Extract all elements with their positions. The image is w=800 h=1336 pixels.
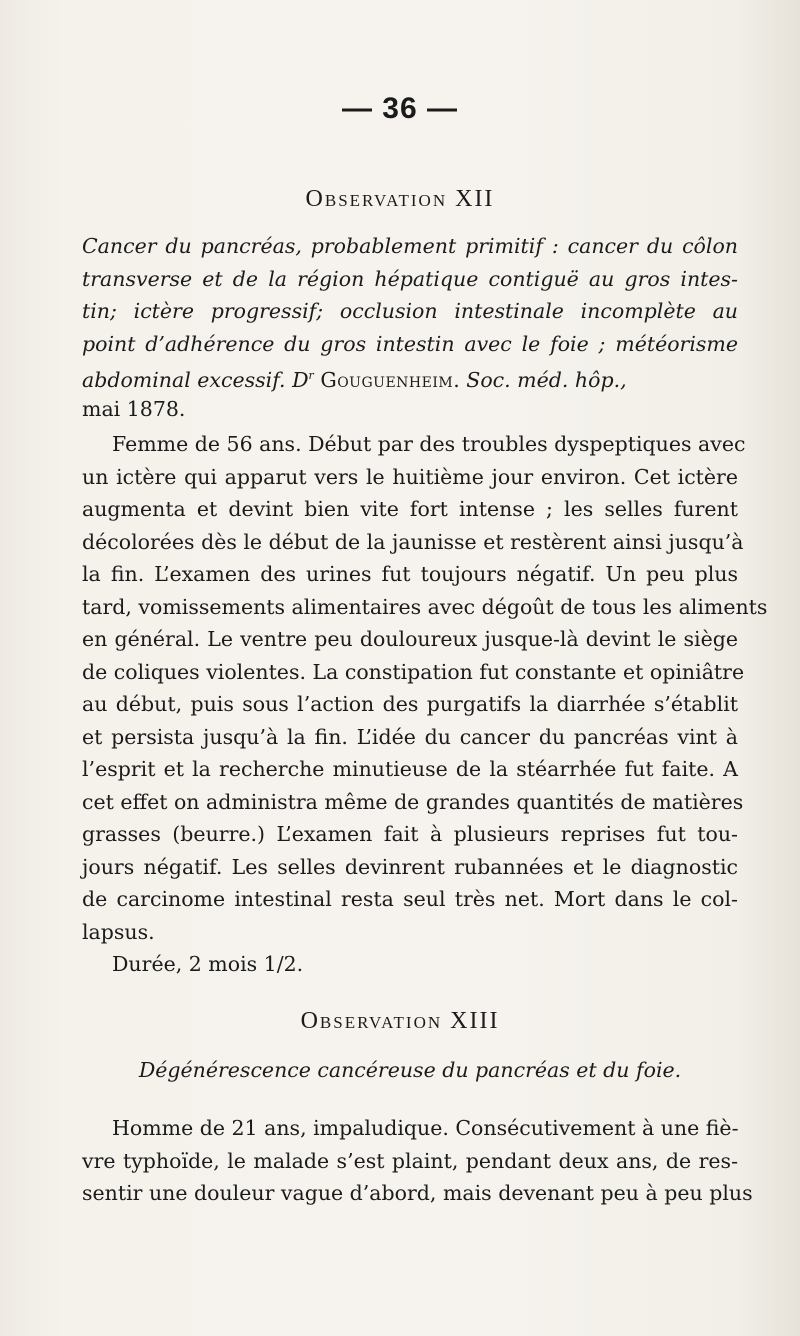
summary-line [82, 360, 738, 393]
body-line: grasses (beurre.) L’examen fait à plusieurs reprises fut tou- [82, 822, 738, 846]
body-line: Homme de 21 ans, impaludique. Consécutivement à une fiè- [112, 1116, 739, 1140]
observation-13-summary [82, 1054, 738, 1087]
body-line: au début, puis sous l’action des purgatifs la diarrhée s’établit [82, 692, 738, 716]
observation-12-body [82, 428, 768, 981]
summary-line: tin; ictère progressif; occlusion intestinale incomplète au [82, 299, 738, 323]
observation-13-body [82, 1112, 753, 1210]
body-line: Femme de 56 ans. Début par des troubles dyspeptiques avec [112, 432, 746, 456]
body-line: sentir une douleur vague d’abord, mais devenant peu à peu plus [82, 1181, 753, 1205]
body-line: tard, vomissements alimentaires avec dégoût de tous les aliments [82, 594, 768, 619]
page-number: — 36 — [341, 92, 459, 125]
body-line: vre typhoïde, le malade s’est plaint, pendant deux ans, de res- [82, 1148, 738, 1173]
summary-date: mai 1878. [82, 396, 186, 421]
body-line: la fin. L’examen des urines fut toujours négatif. Un peu plus [82, 562, 738, 586]
body-line: cet effet on administra même de grandes quantités de matières [82, 789, 744, 814]
summary-line: Cancer du pancréas, probablement primitif : cancer du côlon [82, 234, 738, 258]
body-line: jours négatif. Les selles devinrent rubannées et le diagnostic [82, 854, 738, 879]
summary-line: Dégénérescence cancéreuse du pancréas et du foie. [138, 1058, 682, 1082]
observation-13-title: Observation XIII [300, 1008, 500, 1034]
observation-12-summary [82, 230, 738, 425]
source-journal: Soc. méd. hôp., [466, 367, 627, 392]
summary-prefix: abdominal excessif. D [82, 367, 309, 392]
summary-line: point d’adhérence du gros intestin avec le foie ; météorisme [82, 331, 738, 356]
body-line: lapsus. [82, 919, 155, 944]
body-line: un ictère qui apparut vers le huitième jour environ. Cet ictère [82, 464, 738, 489]
body-line: l’esprit et la recherche minutieuse de la stéarrhée fut faite. A [82, 757, 738, 781]
source-separator: . [453, 367, 467, 392]
body-line: en général. Le ventre peu douloureux jusque-là devint le siège [82, 627, 738, 651]
body-line: de coliques violentes. La constipation fut constante et opiniâtre [82, 659, 745, 684]
observation-12-title: Observation XII [305, 186, 495, 212]
body-line: augmenta et devint bien vite fort intense ; les selles furent [82, 497, 738, 521]
body-line: décolorées dès le début de la jaunisse et restèrent ainsi jusqu’à [82, 529, 744, 554]
author-name: Gouguenheim [320, 367, 454, 392]
body-line: et persista jusqu’à la fin. L’idée du cancer du pancréas vint à [82, 724, 738, 749]
summary-line: transverse et de la région hépatique contiguë au gros intes- [82, 266, 738, 291]
duration: Durée, 2 mois 1/2. [112, 952, 304, 976]
body-line: de carcinome intestinal resta seul très net. Mort dans le col- [82, 887, 738, 911]
doctor-superscript: r [308, 369, 314, 382]
